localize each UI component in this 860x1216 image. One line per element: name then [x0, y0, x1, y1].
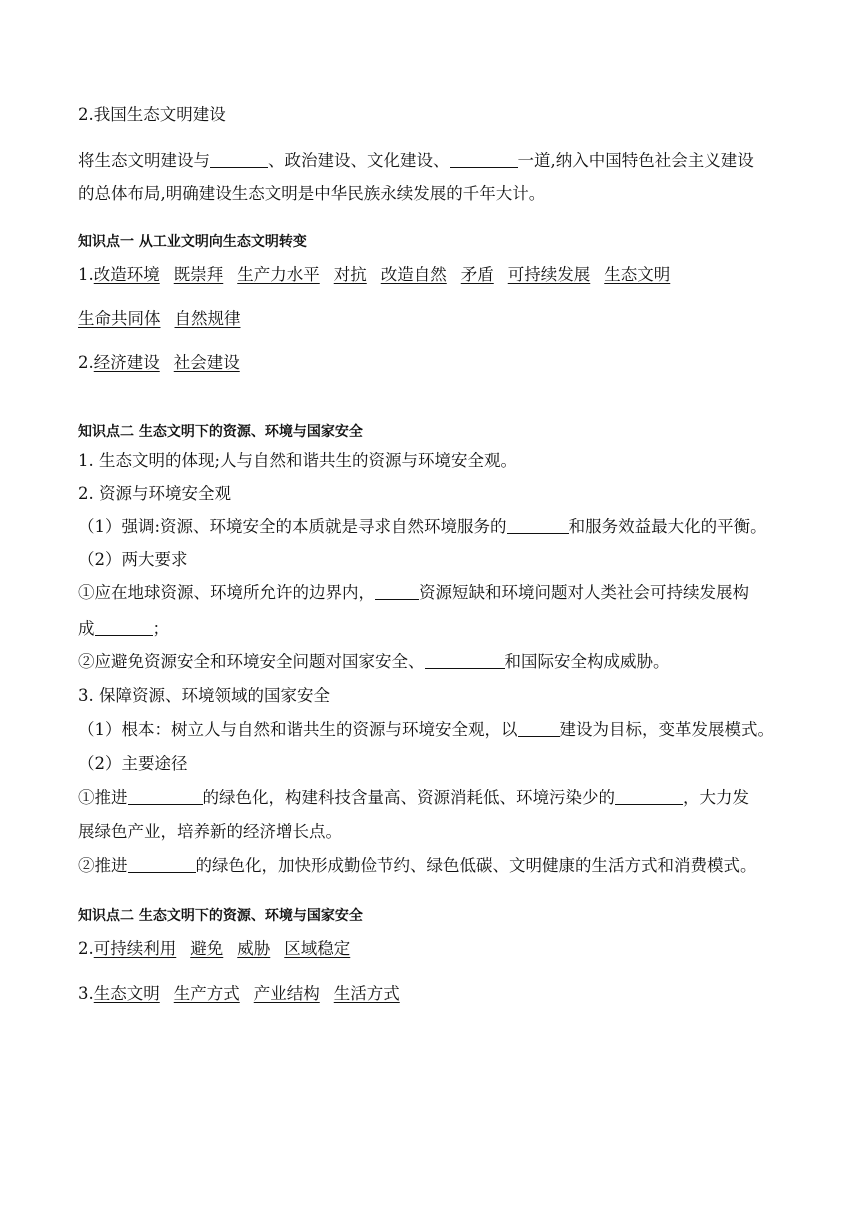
k2-answer-line2: [78, 983, 782, 1005]
k2-line: [78, 582, 782, 604]
k2-line: 展绿色产业，培养新的经济增长点。: [78, 822, 342, 841]
item-number: 3.: [78, 984, 94, 1003]
text: 一道,纳入中国特色社会主义建设: [517, 151, 754, 170]
answer: 改造环境: [93, 265, 160, 284]
text: 将生态文明建设与: [78, 151, 210, 170]
k1-answer-line1: [78, 264, 782, 286]
answer: 矛盾: [460, 265, 494, 284]
fill-blank: [507, 517, 569, 534]
answer: 改造自然: [380, 265, 447, 284]
k2-line: [78, 787, 782, 809]
answer: 生命共同体: [78, 309, 161, 328]
k1-answer-line2: [78, 308, 782, 330]
fill-blank: [615, 788, 683, 805]
fill-blank: [128, 788, 203, 805]
answer: 威胁: [237, 939, 271, 958]
k2-line: [78, 618, 782, 640]
text: 和国际安全构成威胁。: [504, 652, 670, 671]
fill-blank: [210, 151, 268, 168]
answer: 生产方式: [173, 984, 240, 1003]
answer: 经济建设: [93, 353, 160, 372]
text: ，大力发: [683, 788, 749, 807]
text: ①应在地球资源、环境所允许的边界内，: [78, 583, 375, 602]
text: 的绿色化，构建科技含量高、资源消耗低、环境污染少的: [202, 788, 615, 807]
answer: 可持续利用: [93, 939, 177, 958]
text: 建设为目标，变革发展模式。: [559, 720, 774, 739]
fill-blank: [375, 583, 419, 600]
k2-line: [78, 855, 782, 877]
knowledge-point-2-heading: 知识点二 生态文明下的资源、环境与国家安全: [78, 424, 363, 440]
fill-blank: [128, 856, 196, 873]
k2-line: 2. 资源与环境安全观: [78, 484, 231, 503]
k2-line: 3. 保障资源、环境领域的国家安全: [78, 686, 330, 705]
k2-line: [78, 719, 782, 741]
text: （1）根本：树立人与自然和谐共生的资源与环境安全观，以: [78, 720, 518, 739]
text: 成: [78, 619, 95, 638]
fill-blank: [450, 151, 518, 168]
answer: 生态文明: [93, 984, 160, 1003]
k2-line: [78, 516, 782, 538]
answer: 生活方式: [333, 984, 400, 1003]
k2-line: 1. 生态文明的体现;人与自然和谐共生的资源与环境安全观。: [78, 451, 518, 470]
answer: 可持续发展: [507, 265, 591, 284]
answer: 自然规律: [174, 309, 241, 328]
answer: 产业结构: [253, 984, 320, 1003]
fill-blank: [518, 720, 560, 737]
text: ；: [152, 619, 169, 638]
fill-blank: [425, 652, 505, 669]
text: （1）强调:资源、环境安全的本质就是寻求自然环境服务的: [78, 517, 507, 536]
text: ①推进: [78, 788, 128, 807]
text: 和服务效益最大化的平衡。: [568, 517, 767, 536]
knowledge-point-1-heading: 知识点一 从工业文明向生态文明转变: [78, 234, 307, 250]
intro-paragraph-line2: 的总体布局,明确建设生态文明是中华民族永续发展的千年大计。: [78, 184, 546, 203]
k1-answer-line3: [78, 352, 782, 374]
k2-answer-line1: [78, 938, 782, 960]
answer: 生态文明: [604, 265, 671, 284]
answer: 区域稳定: [284, 939, 351, 958]
k2-line: [78, 651, 782, 673]
text: 、政治建设、文化建设、: [268, 151, 450, 170]
text: 资源短缺和环境问题对人类社会可持续发展构: [419, 583, 749, 602]
answer: 社会建设: [173, 353, 240, 372]
k2-line: （2）主要途径: [78, 754, 188, 773]
answer: 既崇拜: [173, 265, 224, 284]
k2-line: （2）两大要求: [78, 550, 188, 569]
knowledge-point-2-answers-heading: 知识点二 生态文明下的资源、环境与国家安全: [78, 908, 363, 924]
item-number: 2.: [78, 939, 94, 958]
answer: 对抗: [333, 265, 367, 284]
answer: 生产力水平: [237, 265, 320, 284]
text: ②应避免资源安全和环境安全问题对国家安全、: [78, 652, 425, 671]
answer: 避免: [190, 939, 224, 958]
intro-paragraph-line1: [78, 150, 782, 172]
fill-blank: [95, 619, 153, 636]
item-number: 2.: [78, 353, 94, 372]
item-number: 1.: [78, 265, 94, 284]
text: ②推进: [78, 856, 128, 875]
section-heading: 2.我国生态文明建设: [78, 105, 226, 124]
text: 的绿色化，加快形成勤俭节约、绿色低碳、文明健康的生活方式和消费模式。: [195, 856, 757, 875]
